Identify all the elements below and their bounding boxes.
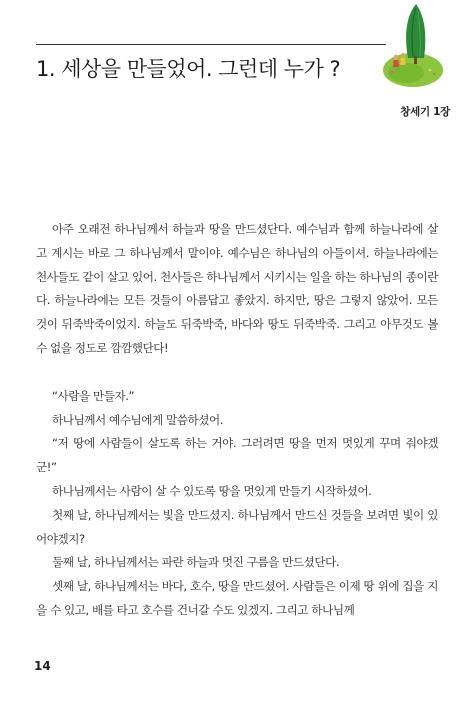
paragraph: “저 땅에 사람들이 살도록 하는 거야. 그러려면 땅을 먼저 멋있게 꾸며 줘야겠군!”	[36, 436, 438, 475]
paragraph: “사람을 만들자.”	[52, 388, 135, 403]
paragraph: 첫째 날, 하나님께서는 빛을 만드셨지. 하나님께서 만드신 것들을 보려면 빛이 있어야겠지?	[36, 507, 438, 546]
paragraph: 아주 오래전 하나님께서 하늘과 땅을 만드셨단다. 예수님과 함께 하늘나라에 살고 계시는 바로 그 하나님께서 말이야. 예수님은 하나님의 아들이셔. 하늘나라에는 천사들도 같이 살고 있어. 천사들은 하나님께서 시키시는 일을 하는 하나님의 종이란다. 하늘나라에는 모든 것들이 아름답고 좋았지. 하지만, 땅은 그렇지 않았어. 모든 것이 뒤죽박죽이었지. 하늘도 뒤죽박죽, 바다와 땅도 뒤죽박죽. 그리고 아무것도 볼 수 없을 정도로 깜깜했단다!	[36, 222, 438, 355]
tree-hill-illustration	[382, 0, 444, 90]
scripture-reference: 창세기 1장	[400, 106, 450, 118]
paragraph: 하나님께서 예수님에게 말씀하셨어.	[52, 412, 223, 427]
header-rule	[36, 44, 386, 45]
paragraph: 셋째 날, 하나님께서는 바다, 호수, 땅을 만드셨어. 사람들은 이제 땅 위에 집을 지을 수 있고, 배를 타고 호수를 건너갈 수도 있겠지. 그리고 하나님께	[36, 579, 438, 617]
story-body	[36, 218, 438, 623]
paragraph: 둘째 날, 하나님께서는 파란 하늘과 멋진 구름을 만드셨단다.	[52, 555, 340, 570]
paragraph: 하나님께서는 사람이 살 수 있도록 땅을 멋있게 만들기 시작하셨어.	[52, 483, 372, 498]
page-number: 14	[34, 659, 51, 673]
chapter-title: 1. 세상을 만들었어. 그런데 누가 ?	[36, 57, 341, 81]
